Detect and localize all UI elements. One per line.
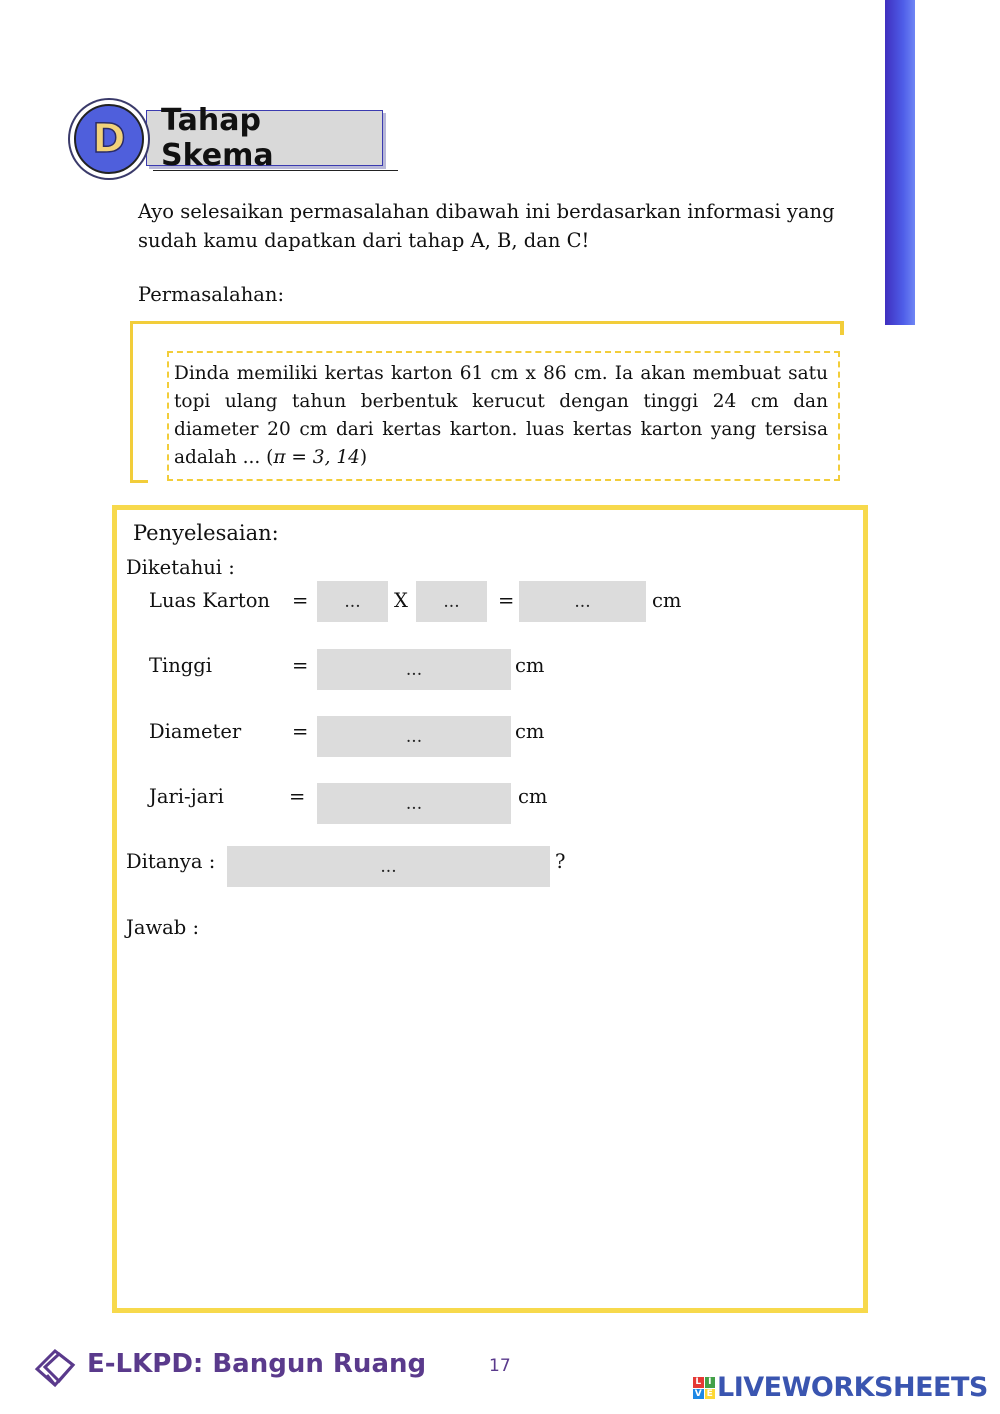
equals-sign: = bbox=[292, 720, 309, 743]
badge-letter-icon: D bbox=[74, 104, 144, 174]
problem-text: Dinda memiliki kertas karton 61 cm x 86 cm. Ia akan membuat satu topi ulang tahun berbentuk kerucut dengan tinggi 24 cm dan diameter 20 cm dari kertas karton. luas kertas karton yang tersisa adalah ... ( bbox=[174, 363, 828, 468]
problem-frame-edge bbox=[130, 480, 148, 483]
unit-label: cm bbox=[518, 785, 548, 808]
unit-label: cm bbox=[515, 720, 545, 743]
solution-title: Penyelesaian: bbox=[133, 521, 279, 545]
question-mark: ? bbox=[555, 850, 566, 873]
unit-label: cm bbox=[652, 589, 682, 612]
intro-text: Ayo selesaikan permasalahan dibawah ini berdasarkan informasi yang sudah kamu dapatkan dari tahap A, B, dan C! bbox=[138, 200, 835, 252]
luas-karton-label: Luas Karton bbox=[149, 589, 270, 612]
asked-label: Ditanya : bbox=[126, 850, 216, 873]
tinggi-label: Tinggi bbox=[149, 654, 213, 677]
elkpd-logo-icon bbox=[33, 1345, 79, 1391]
luas-width-input[interactable]: ... bbox=[416, 581, 487, 622]
jari-jari-input[interactable]: ... bbox=[317, 783, 511, 824]
answer-label: Jawab : bbox=[126, 916, 200, 939]
diameter-input[interactable]: ... bbox=[317, 716, 511, 757]
footer-title: E-LKPD: Bangun Ruang bbox=[87, 1349, 427, 1379]
page-number: 17 bbox=[489, 1356, 511, 1376]
diameter-label: Diameter bbox=[149, 720, 242, 743]
lw-icon-letter: V bbox=[694, 1388, 702, 1399]
equals-sign: = bbox=[498, 589, 515, 612]
decorative-side-bar bbox=[885, 0, 915, 325]
unit-label: cm bbox=[515, 654, 545, 677]
liveworksheets-brand: LIVEWORKSHEETS bbox=[717, 1372, 988, 1403]
equals-sign: = bbox=[292, 589, 309, 612]
lw-icon-letter: L bbox=[693, 1377, 704, 1388]
badge-underline bbox=[153, 170, 398, 171]
lw-icon-letter: E bbox=[705, 1389, 716, 1400]
lw-icon-letter: I bbox=[705, 1377, 716, 1388]
asked-input[interactable]: ... bbox=[227, 846, 550, 887]
luas-length-input[interactable]: ... bbox=[317, 581, 388, 622]
tinggi-input[interactable]: ... bbox=[317, 649, 511, 690]
section-title: Tahap Skema bbox=[146, 110, 383, 166]
section-badge bbox=[68, 98, 398, 184]
equals-sign: = bbox=[292, 654, 309, 677]
times-sign: X bbox=[394, 589, 408, 612]
luas-result-input[interactable]: ... bbox=[519, 581, 646, 622]
solution-box bbox=[112, 505, 868, 1313]
liveworksheets-icon bbox=[693, 1377, 715, 1399]
problem-statement bbox=[167, 351, 840, 481]
known-label: Diketahui : bbox=[126, 556, 235, 579]
jari-jari-label: Jari-jari bbox=[149, 785, 224, 808]
problem-label: Permasalahan: bbox=[138, 283, 285, 306]
problem-close: ) bbox=[359, 447, 368, 468]
problem-frame-edge bbox=[840, 321, 844, 335]
equals-sign: = bbox=[289, 785, 306, 808]
pi-expression: π = 3, 14 bbox=[273, 447, 360, 468]
